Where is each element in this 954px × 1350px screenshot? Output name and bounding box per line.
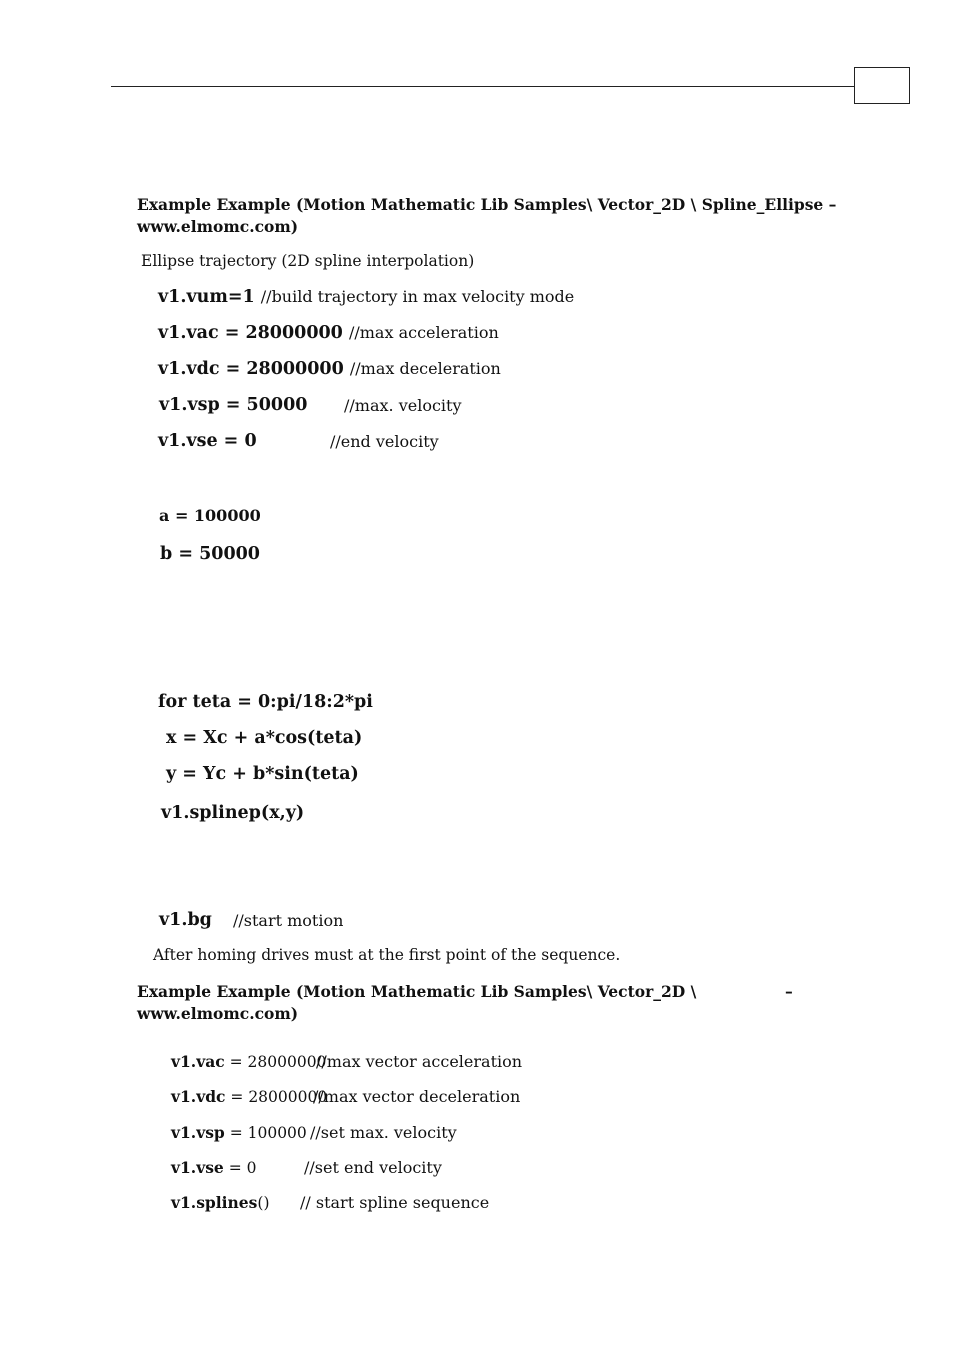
loop-call-line: v1.splinep(x,y): [161, 803, 305, 823]
param-b: b = 50000: [160, 544, 260, 564]
code-rest: (): [257, 1194, 270, 1212]
setting-vac: [158, 323, 499, 343]
code-key: v1.vse: [171, 1158, 224, 1177]
code-line-vdc: [171, 1087, 327, 1106]
code-line-vac: [171, 1052, 326, 1071]
code-comment-vsp: //set max. velocity: [310, 1123, 457, 1142]
code-comment-splines: // start spline sequence: [300, 1193, 490, 1212]
code-line-vsp: [171, 1123, 307, 1142]
section2-heading-line2: www.elmomc.com): [137, 1004, 299, 1023]
code-key: v1.vac: [171, 1052, 225, 1071]
section1-heading-line1: Example Example (Motion Mathematic Lib Samples\ Vector_2D \ Spline_Ellipse –: [137, 195, 837, 214]
setting-vsp: [159, 395, 307, 415]
code-comment-vac: //max vector acceleration: [316, 1052, 523, 1071]
code-key: v1.vsp: [171, 1123, 225, 1142]
setting-comment: //max acceleration: [348, 323, 499, 342]
section2-heading-dash: –: [785, 982, 793, 1001]
setting-comment: //build trajectory in max velocity mode: [260, 287, 575, 306]
setting-vsp-comment: //max. velocity: [344, 396, 462, 415]
code-rest: = 100000: [224, 1124, 307, 1142]
start-code: v1.bg: [159, 910, 212, 930]
setting-code: v1.vac = 28000000: [158, 323, 343, 343]
code-line-vse: [171, 1158, 257, 1177]
section2-heading-line1-left: Example Example (Motion Mathematic Lib Samples\ Vector_2D \: [137, 982, 697, 1001]
loop-for-line: for teta = 0:pi/18:2*pi: [158, 692, 373, 712]
setting-code: v1.vse = 0: [158, 431, 257, 451]
setting-vum: [158, 287, 574, 307]
setting-vse-comment: //end velocity: [330, 432, 439, 451]
setting-code: v1.vum=1: [158, 287, 255, 307]
code-rest: = 28000000: [225, 1088, 328, 1106]
setting-code: v1.vsp = 50000: [159, 395, 308, 415]
setting-vse: [158, 431, 257, 451]
param-a: a = 100000: [159, 506, 261, 525]
loop-y-line: y = Yc + b*sin(teta): [166, 764, 359, 784]
setting-comment: //max deceleration: [349, 359, 501, 378]
section2-heading-line1: [137, 981, 696, 1003]
section1-heading: [137, 194, 836, 238]
loop-x-line: x = Xc + a*cos(teta): [166, 728, 363, 748]
section2-heading: [137, 981, 696, 1025]
code-comment-vdc: //max vector deceleration: [313, 1087, 521, 1106]
code-rest: = 28000000: [224, 1053, 327, 1071]
setting-vdc: [158, 359, 501, 379]
code-key: v1.splines: [171, 1193, 258, 1212]
code-comment-vse: //set end velocity: [304, 1158, 442, 1177]
header-rule: [111, 86, 855, 87]
homing-note: After homing drives must at the first point of the sequence.: [153, 946, 621, 964]
start-comment: //start motion: [233, 911, 344, 930]
section1-description: Ellipse trajectory (2D spline interpolation): [141, 252, 475, 270]
page-number-box: [854, 67, 910, 104]
code-line-splines: [171, 1193, 270, 1212]
section1-heading-line2: www.elmomc.com): [137, 217, 299, 236]
code-key: v1.vdc: [171, 1087, 226, 1106]
setting-code: v1.vdc = 28000000: [158, 359, 344, 379]
code-rest: = 0: [223, 1159, 257, 1177]
